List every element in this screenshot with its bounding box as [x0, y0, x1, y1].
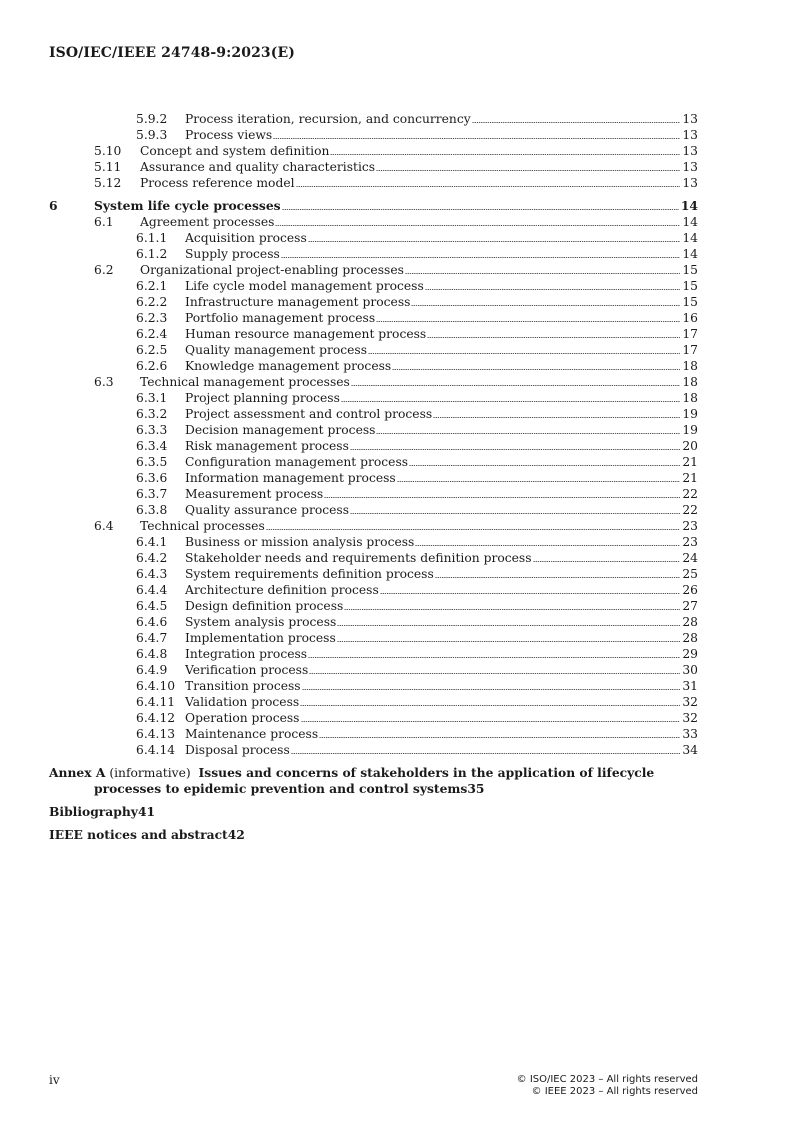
toc-entry-title[interactable]: Project planning process	[185, 391, 340, 405]
toc-entry-page: 18	[682, 375, 698, 389]
toc-entry[interactable]	[49, 742, 698, 758]
toc-entry[interactable]	[49, 518, 698, 534]
dot-leader	[319, 735, 680, 739]
toc-entry-title[interactable]: Verification process	[185, 663, 309, 677]
dot-leader	[392, 367, 680, 371]
toc-entry-number: 6	[49, 198, 58, 213]
toc-entry-number: 6.2.3	[136, 311, 168, 325]
toc-entry-page: 25	[682, 567, 698, 581]
toc-entry-number: 6.4	[94, 519, 114, 533]
toc-entry[interactable]	[49, 159, 698, 175]
toc-entry-title[interactable]: Agreement processes	[140, 215, 275, 229]
toc-entry-title[interactable]: Disposal process	[185, 743, 290, 757]
annex-kind: (informative)	[109, 766, 191, 780]
toc-entry-page: 15	[682, 263, 698, 277]
toc-entry-page: 30	[682, 663, 698, 677]
toc-entry[interactable]	[49, 550, 698, 566]
toc-entry-number: 6.4.5	[136, 599, 168, 613]
toc-entry-title[interactable]: Organizational project-enabling processes	[140, 263, 404, 277]
toc-entry-number: 6.1.1	[136, 231, 168, 245]
dot-leader	[368, 351, 680, 355]
toc-entry-number: 6.3	[94, 375, 114, 389]
toc-entry-title[interactable]: Design definition process	[185, 599, 344, 613]
toc-entry-title[interactable]: Technical management processes	[140, 375, 350, 389]
copyright-ieee: © IEEE 2023 – All rights reserved	[531, 1086, 698, 1097]
toc-entry-page: 20	[682, 439, 698, 453]
toc-entry-title[interactable]: Infrastructure management process	[185, 295, 411, 309]
dot-leader	[350, 511, 680, 515]
toc-entry[interactable]	[49, 438, 698, 454]
toc-entry[interactable]	[49, 175, 698, 191]
toc-ieee-notices-entry[interactable]	[49, 827, 698, 843]
toc-entry-number: 6.4.9	[136, 663, 168, 677]
dot-leader	[380, 591, 681, 595]
toc-entry[interactable]	[49, 406, 698, 422]
toc-entry-number: 6.3.2	[136, 407, 168, 421]
dot-leader	[324, 495, 680, 499]
dot-leader	[397, 479, 681, 483]
dot-leader	[291, 751, 681, 755]
dot-leader	[411, 303, 680, 307]
toc-entry-page: 14	[682, 247, 698, 261]
toc-entry-page: 19	[682, 407, 698, 421]
dot-leader	[427, 335, 680, 339]
toc-entry[interactable]	[49, 326, 698, 342]
dot-leader	[273, 136, 680, 140]
table-of-contents	[49, 111, 698, 843]
toc-entry-page: 14	[682, 231, 698, 245]
toc-entry[interactable]	[49, 262, 698, 278]
toc-entry[interactable]	[49, 726, 698, 742]
toc-entry-page: 14	[680, 198, 698, 213]
toc-entry[interactable]	[49, 294, 698, 310]
toc-entry-number: 6.2.4	[136, 327, 168, 341]
toc-entry-page: 13	[682, 144, 698, 158]
toc-entry-title[interactable]: Measurement process	[185, 487, 324, 501]
toc-ieee-notices-entry-page: 42	[227, 827, 245, 842]
toc-entry-number: 6.4.3	[136, 567, 168, 581]
toc-entry-number: 6.4.4	[136, 583, 168, 597]
toc-entry[interactable]	[49, 502, 698, 518]
toc-entry-page: 16	[682, 311, 698, 325]
toc-entry-page: 32	[682, 711, 698, 725]
toc-entry-page: 13	[682, 128, 698, 142]
toc-entry-number: 6.1.2	[136, 247, 168, 261]
dot-leader	[341, 399, 680, 403]
toc-entry-title[interactable]: Stakeholder needs and requirements definition process	[185, 551, 532, 565]
toc-entry[interactable]	[49, 310, 698, 326]
toc-entry-page: 21	[682, 455, 698, 469]
dot-leader	[281, 255, 681, 259]
toc-entry-title[interactable]: Implementation process	[185, 631, 336, 645]
toc-entry-page: 19	[682, 423, 698, 437]
dot-leader	[533, 559, 681, 563]
toc-entry[interactable]	[49, 454, 698, 470]
toc-entry-title[interactable]: Validation process	[185, 695, 300, 709]
toc-entry-number: 6.2	[94, 263, 114, 277]
dot-leader	[376, 168, 680, 172]
toc-entry-page: 23	[682, 519, 698, 533]
toc-entry-number: 6.3.1	[136, 391, 168, 405]
toc-entry[interactable]	[49, 374, 698, 390]
annex-label: Annex A	[49, 765, 106, 780]
toc-entry-page: 13	[682, 112, 698, 126]
toc-entry[interactable]	[49, 198, 698, 214]
document-id-header: ISO/IEC/IEEE 24748-9:2023(E)	[49, 45, 295, 61]
toc-entry-number: 5.10	[94, 144, 122, 158]
dot-leader	[415, 543, 680, 547]
toc-entry-title[interactable]: Technical processes	[140, 519, 265, 533]
toc-entry-number: 6.2.6	[136, 359, 168, 373]
dot-leader	[344, 607, 680, 611]
toc-entry-title[interactable]: Supply process	[185, 247, 280, 261]
dot-leader	[472, 120, 681, 124]
toc-entry[interactable]	[49, 614, 698, 630]
toc-entry-title[interactable]: Process iteration, recursion, and concurrency	[185, 112, 471, 126]
dot-leader	[435, 575, 681, 579]
dot-leader	[308, 655, 680, 659]
toc-entry-title[interactable]: System requirements definition process	[185, 567, 434, 581]
toc-entry[interactable]	[49, 646, 698, 662]
toc-entry-title[interactable]: Process reference model	[140, 176, 295, 190]
toc-entry-number: 5.9.3	[136, 128, 168, 142]
copyright-notice	[517, 1074, 698, 1098]
dot-leader	[282, 207, 679, 211]
toc-entry-title[interactable]: Life cycle model management process	[185, 279, 424, 293]
copyright-iso: © ISO/IEC 2023 – All rights reserved	[516, 1074, 698, 1085]
toc-entry-page: 26	[682, 583, 698, 597]
toc-entry-page: 34	[682, 743, 698, 757]
dot-leader	[308, 239, 681, 243]
dot-leader	[302, 687, 681, 691]
dot-leader	[300, 703, 680, 707]
toc-bibliography-entry-page: 41	[137, 804, 156, 819]
toc-entry-number: 5.9.2	[136, 112, 168, 126]
toc-entry-number: 6.1	[94, 215, 114, 229]
toc-entry-page: 29	[682, 647, 698, 661]
toc-entry-number: 6.3.4	[136, 439, 168, 453]
toc-entry-number: 6.4.13	[136, 727, 176, 741]
toc-entry[interactable]	[49, 230, 698, 246]
dot-leader	[433, 415, 680, 419]
toc-entry-title[interactable]: Architecture definition process	[185, 583, 379, 597]
toc-entry-title[interactable]: System analysis process	[185, 615, 337, 629]
dot-leader	[275, 223, 680, 227]
annex-title-line2[interactable]: processes to epidemic prevention and control systems	[94, 781, 468, 796]
toc-entry-number: 5.11	[94, 160, 122, 174]
toc-entry-title[interactable]: Process views	[185, 128, 273, 142]
dot-leader	[337, 639, 681, 643]
toc-entry-page: 22	[682, 503, 698, 517]
toc-entry[interactable]	[49, 486, 698, 502]
toc-entry[interactable]	[49, 342, 698, 358]
toc-entry[interactable]	[49, 598, 698, 614]
toc-entry-number: 6.2.1	[136, 279, 168, 293]
toc-entry-title[interactable]: Integration process	[185, 647, 308, 661]
toc-entry-page: 22	[682, 487, 698, 501]
toc-entry-title[interactable]: Concept and system definition	[140, 144, 330, 158]
toc-entry-number: 6.3.7	[136, 487, 168, 501]
page-number: iv	[49, 1073, 60, 1087]
toc-entry-title[interactable]: Portfolio management process	[185, 311, 376, 325]
dot-leader	[330, 152, 680, 156]
toc-entry-page: 13	[682, 160, 698, 174]
toc-entry[interactable]	[49, 566, 698, 582]
toc-entry[interactable]	[49, 111, 698, 127]
toc-entry-title[interactable]: Maintenance process	[185, 727, 319, 741]
toc-entry-page: 24	[682, 551, 698, 565]
toc-entry[interactable]	[49, 582, 698, 598]
toc-entry[interactable]	[49, 710, 698, 726]
toc-entry-number: 6.3.6	[136, 471, 168, 485]
toc-entry-page: 13	[682, 176, 698, 190]
toc-entry[interactable]	[49, 422, 698, 438]
toc-entry-page: 28	[682, 631, 698, 645]
toc-entry-number: 6.2.2	[136, 295, 168, 309]
toc-entry-number: 6.4.11	[136, 695, 176, 709]
toc-entry[interactable]	[49, 470, 698, 486]
toc-entry[interactable]	[49, 694, 698, 710]
toc-entry-title[interactable]: Decision management process	[185, 423, 376, 437]
toc-entry-title[interactable]: Assurance and quality characteristics	[140, 160, 376, 174]
toc-entry-title[interactable]: Business or mission analysis process	[185, 535, 415, 549]
toc-entry[interactable]	[49, 246, 698, 262]
toc-entry-page: 31	[682, 679, 698, 693]
dot-leader	[376, 431, 680, 435]
dot-leader	[351, 383, 680, 387]
toc-entry-title[interactable]: Configuration management process	[185, 455, 409, 469]
toc-entry-title[interactable]: Knowledge management process	[185, 359, 392, 373]
dot-leader	[376, 319, 680, 323]
toc-entry-title[interactable]: Human resource management process	[185, 327, 427, 341]
toc-entry-title[interactable]: System life cycle processes	[94, 198, 281, 213]
toc-entry-number: 6.4.1	[136, 535, 168, 549]
toc-entry-number: 6.4.6	[136, 615, 168, 629]
toc-entry-page: 15	[682, 279, 698, 293]
toc-ieee-notices-entry-title[interactable]: IEEE notices and abstract	[49, 827, 228, 842]
toc-entry-number: 6.4.14	[136, 743, 176, 757]
annex-title-line1[interactable]: Issues and concerns of stakeholders in the application of lifecycle	[198, 765, 655, 780]
toc-entry-number: 6.3.3	[136, 423, 168, 437]
dot-leader	[405, 271, 680, 275]
dot-leader	[266, 527, 681, 531]
toc-entry[interactable]	[49, 143, 698, 159]
toc-entry-page: 17	[682, 343, 698, 357]
dot-leader	[337, 623, 680, 627]
toc-entry[interactable]	[49, 662, 698, 678]
toc-entry[interactable]	[49, 358, 698, 374]
toc-entry[interactable]	[49, 390, 698, 406]
toc-entry-page: 17	[682, 327, 698, 341]
toc-entry-number: 6.2.5	[136, 343, 168, 357]
toc-entry-title[interactable]: Transition process	[185, 679, 301, 693]
toc-entry-page: 21	[682, 471, 698, 485]
toc-entry-page: 23	[682, 535, 698, 549]
toc-entry-number: 6.3.8	[136, 503, 168, 517]
toc-entry-page: 18	[682, 391, 698, 405]
toc-entry-title[interactable]: Operation process	[185, 711, 300, 725]
toc-entry-number: 6.3.5	[136, 455, 168, 469]
toc-entry[interactable]	[49, 630, 698, 646]
toc-entry-page: 27	[682, 599, 698, 613]
toc-entry-page: 32	[682, 695, 698, 709]
toc-entry[interactable]	[49, 214, 698, 230]
toc-bibliography-entry-title[interactable]: Bibliography	[49, 804, 138, 819]
toc-annex-entry[interactable]	[49, 765, 698, 797]
toc-entry-title[interactable]: Risk management process	[185, 439, 349, 453]
toc-entry[interactable]	[49, 678, 698, 694]
toc-bibliography-entry[interactable]	[49, 804, 698, 820]
dot-leader	[309, 671, 680, 675]
toc-entry-title[interactable]: Quality management process	[185, 343, 368, 357]
toc-entry-page: 28	[682, 615, 698, 629]
toc-entry-page: 14	[682, 215, 698, 229]
toc-entry-number: 6.4.7	[136, 631, 168, 645]
toc-entry-title[interactable]: Acquisition process	[185, 231, 307, 245]
toc-entry-number: 6.4.2	[136, 551, 168, 565]
dot-leader	[296, 184, 681, 188]
dot-leader	[301, 719, 681, 723]
dot-leader	[350, 447, 680, 451]
toc-entry-number: 6.4.10	[136, 679, 176, 693]
toc-entry-number: 6.4.8	[136, 647, 168, 661]
toc-entry-page: 15	[682, 295, 698, 309]
toc-entry[interactable]	[49, 534, 698, 550]
toc-entry-page: 18	[682, 359, 698, 373]
toc-entry[interactable]	[49, 127, 698, 143]
toc-entry-title[interactable]: Project assessment and control process	[185, 407, 433, 421]
toc-entry-title[interactable]: Information management process	[185, 471, 396, 485]
dot-leader	[425, 287, 681, 291]
toc-entry-number: 5.12	[94, 176, 122, 190]
toc-entry[interactable]	[49, 278, 698, 294]
toc-entry-title[interactable]: Quality assurance process	[185, 503, 350, 517]
annex-page: 35	[467, 781, 485, 796]
toc-entry-number: 6.4.12	[136, 711, 176, 725]
dot-leader	[409, 463, 680, 467]
toc-entry-page: 33	[682, 727, 698, 741]
